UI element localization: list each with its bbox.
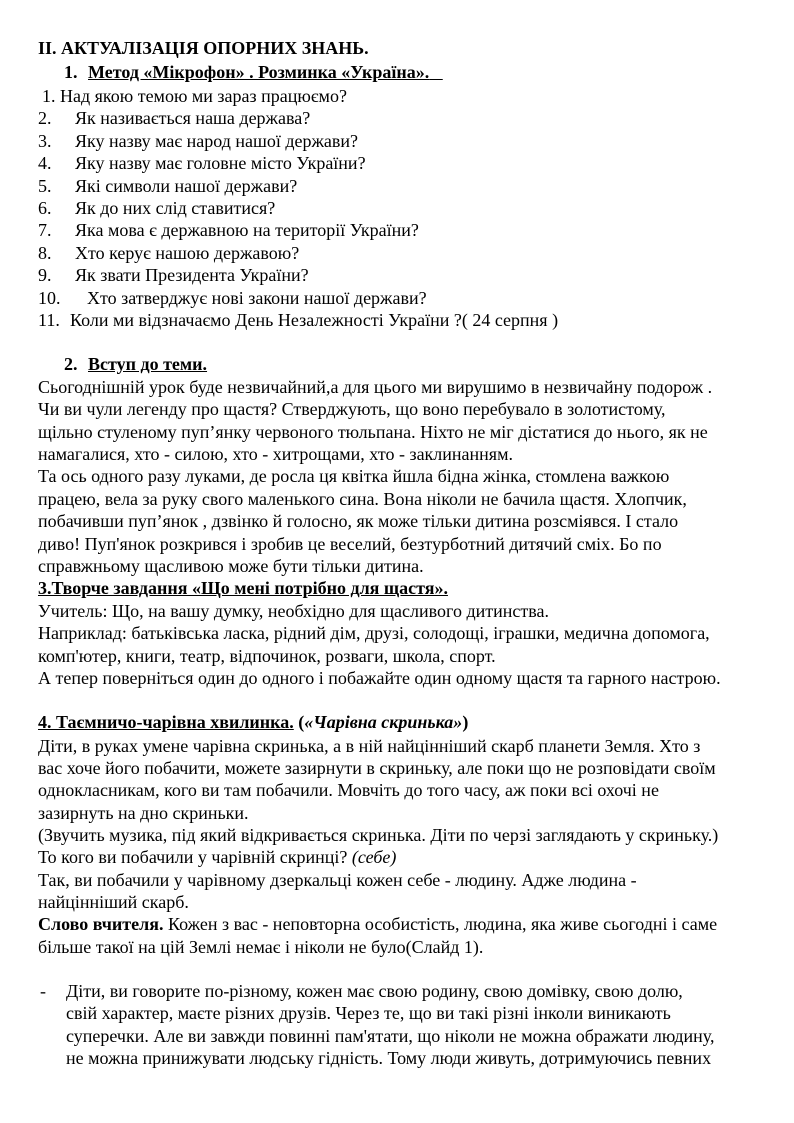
mystery-title: 4. Таємничо-чарівна хвилинка. xyxy=(38,712,294,732)
mystery-answer: (себе) xyxy=(351,847,397,867)
question-item xyxy=(38,175,297,197)
text-line: свій характер, маєте різних друзів. Через те, що ви такі різні інколи виникають xyxy=(66,1003,671,1023)
text-line: намагалися, хто - силою, хто - хитрощами, хто - заклинанням. xyxy=(38,444,513,464)
question-number: 4. xyxy=(38,153,52,173)
question-number: 3. xyxy=(38,131,52,151)
method-title-underline-tail xyxy=(429,62,443,82)
section-title: II. АКТУАЛІЗАЦІЯ ОПОРНИХ ЗНАНЬ. xyxy=(38,38,369,58)
intro-title: Вступ до теми. xyxy=(88,354,208,374)
question-number: 11. xyxy=(38,310,60,330)
text-line: Діти, ви говорите по-різному, кожен має свою родину, свою домівку, свою долю, xyxy=(66,981,683,1001)
question-item xyxy=(42,85,347,107)
question-text: Які символи нашої держави? xyxy=(75,176,298,196)
question-text: Над якою темою ми зараз працюємо? xyxy=(60,86,347,106)
intro-heading xyxy=(64,353,207,375)
text-line: щільно стуленому пуп’янку червоного тюльпана. Ніхто не міг дістатися до нього, як не xyxy=(38,422,708,442)
question-item xyxy=(38,309,558,331)
method-title: Метод «Мікрофон» . Розминка «Україна». xyxy=(88,62,430,82)
text-line: комп'ютер, книги, театр, відпочинок, розваги, школа, спорт. xyxy=(38,646,496,666)
text-line: справжньому щасливою може бути тільки дитина. xyxy=(38,556,424,576)
question-number: 1. xyxy=(42,86,56,106)
text-line: суперечки. Але ви завжди повинні пам'ятати, що ніколи не можна ображати людину, xyxy=(66,1026,715,1046)
question-number: 9. xyxy=(38,265,52,285)
question-text: Як звати Президента України? xyxy=(75,265,309,285)
text-line: зазирнуть на дно скриньки. xyxy=(38,803,249,823)
question-number: 6. xyxy=(38,198,52,218)
teacher-text: Кожен з вас - неповторна особистість, людина, яка живе сьогодні і саме xyxy=(163,914,718,934)
bullet-marker: - xyxy=(40,981,46,1001)
text-line: Діти, в руках умене чарівна скринька, а в ній найцінніший скарб планети Земля. Хто з xyxy=(38,736,701,756)
question-item xyxy=(38,219,419,241)
text-line: найцінніший скарб. xyxy=(38,892,189,912)
teacher-label: Слово вчителя. xyxy=(38,914,164,934)
teacher-line xyxy=(38,913,717,935)
text-line: працею, вела за руку свого маленького сина. Вона ніколи не бачила щастя. Хлопчик, xyxy=(38,489,687,509)
text-line: Сьогоднішній урок буде незвичайний,а для цього ми вирушимо в незвичайну подорож . xyxy=(38,377,713,397)
question-text: Яку назву має народ нашої держави? xyxy=(75,131,359,151)
question-item xyxy=(38,242,299,264)
mystery-title-italic: «Чарівна скринька» xyxy=(304,712,463,732)
question-item xyxy=(38,130,358,152)
question-line xyxy=(38,846,396,868)
text-line: А тепер поверніться один до одного і побажайте один одному щастя та гарного настрою. xyxy=(38,668,721,688)
question-number: 2. xyxy=(38,108,52,128)
method-heading xyxy=(64,61,443,83)
intro-number: 2. xyxy=(64,354,78,374)
text-line: Чи ви чули легенду про щастя? Стверджують, що воно перебувало в золотистому, xyxy=(38,399,666,419)
question-text: Яка мова є державною на території України? xyxy=(75,220,419,240)
text-line: Та ось одного разу луками, де росла ця квітка йшла бідна жінка, стомлена важкою xyxy=(38,466,670,486)
text-line: вас хоче його побачити, можете зазирнути в скриньку, але поки що не розповідати своїм xyxy=(38,758,716,778)
text-line: однокласникам, кого ви там побачили. Мовчіть до того часу, аж поки всі охочі не xyxy=(38,780,659,800)
text-line: диво! Пуп'янок розкрився і зробив це веселий, безтурботний дитячий сміх. Бо по xyxy=(38,534,662,554)
question-number: 7. xyxy=(38,220,52,240)
question-text: Хто керує нашою державою? xyxy=(75,243,300,263)
text-line: побачивши пуп’янок , дзвінко й голосно, як може тільки дитина розсміявся. І стало xyxy=(38,511,679,531)
text-line: Так, ви побачили у чарівному дзеркальці кожен себе - людину. Адже людина - xyxy=(38,870,637,890)
question-item xyxy=(38,287,427,309)
question-text: Яку назву має головне місто України? xyxy=(75,153,366,173)
question-text: Коли ми відзначаємо День Незалежності України ?( 24 серпня ) xyxy=(70,310,559,330)
question-item xyxy=(38,152,366,174)
mystery-question: То кого ви побачили у чарівній скринці? xyxy=(38,847,352,867)
mystery-heading xyxy=(38,711,468,733)
question-text: Хто затверджує нові закони нашої держави? xyxy=(87,288,427,308)
text-line: Наприклад: батьківська ласка, рідний дім, друзі, солодощі, іграшки, медична допомога, xyxy=(38,623,710,643)
question-item xyxy=(38,197,275,219)
text-line: більше такої на цій Землі немає і ніколи не було(Слайд 1). xyxy=(38,937,484,957)
question-text: Як називається наша держава? xyxy=(75,108,311,128)
text-line: Учитель: Що, на вашу думку, необхідно для щасливого дитинства. xyxy=(38,601,549,621)
text-line: не можна принижувати людську гідність. Тому люди живуть, дотримуючись певних xyxy=(66,1048,712,1068)
method-number: 1. xyxy=(64,62,78,82)
question-number: 10. xyxy=(38,288,61,308)
mystery-title-paren-open: ( xyxy=(293,712,305,732)
question-number: 8. xyxy=(38,243,52,263)
text-line: (Звучить музика, під який відкривається скринька. Діти по черзі заглядають у скриньку.) xyxy=(38,825,719,845)
question-number: 5. xyxy=(38,176,52,196)
question-item xyxy=(38,107,310,129)
question-text: Як до них слід ставитися? xyxy=(75,198,276,218)
question-item xyxy=(38,264,309,286)
creative-heading: 3.Творче завдання «Що мені потрібно для щастя». xyxy=(38,578,448,598)
mystery-title-paren-close: ) xyxy=(462,712,469,732)
